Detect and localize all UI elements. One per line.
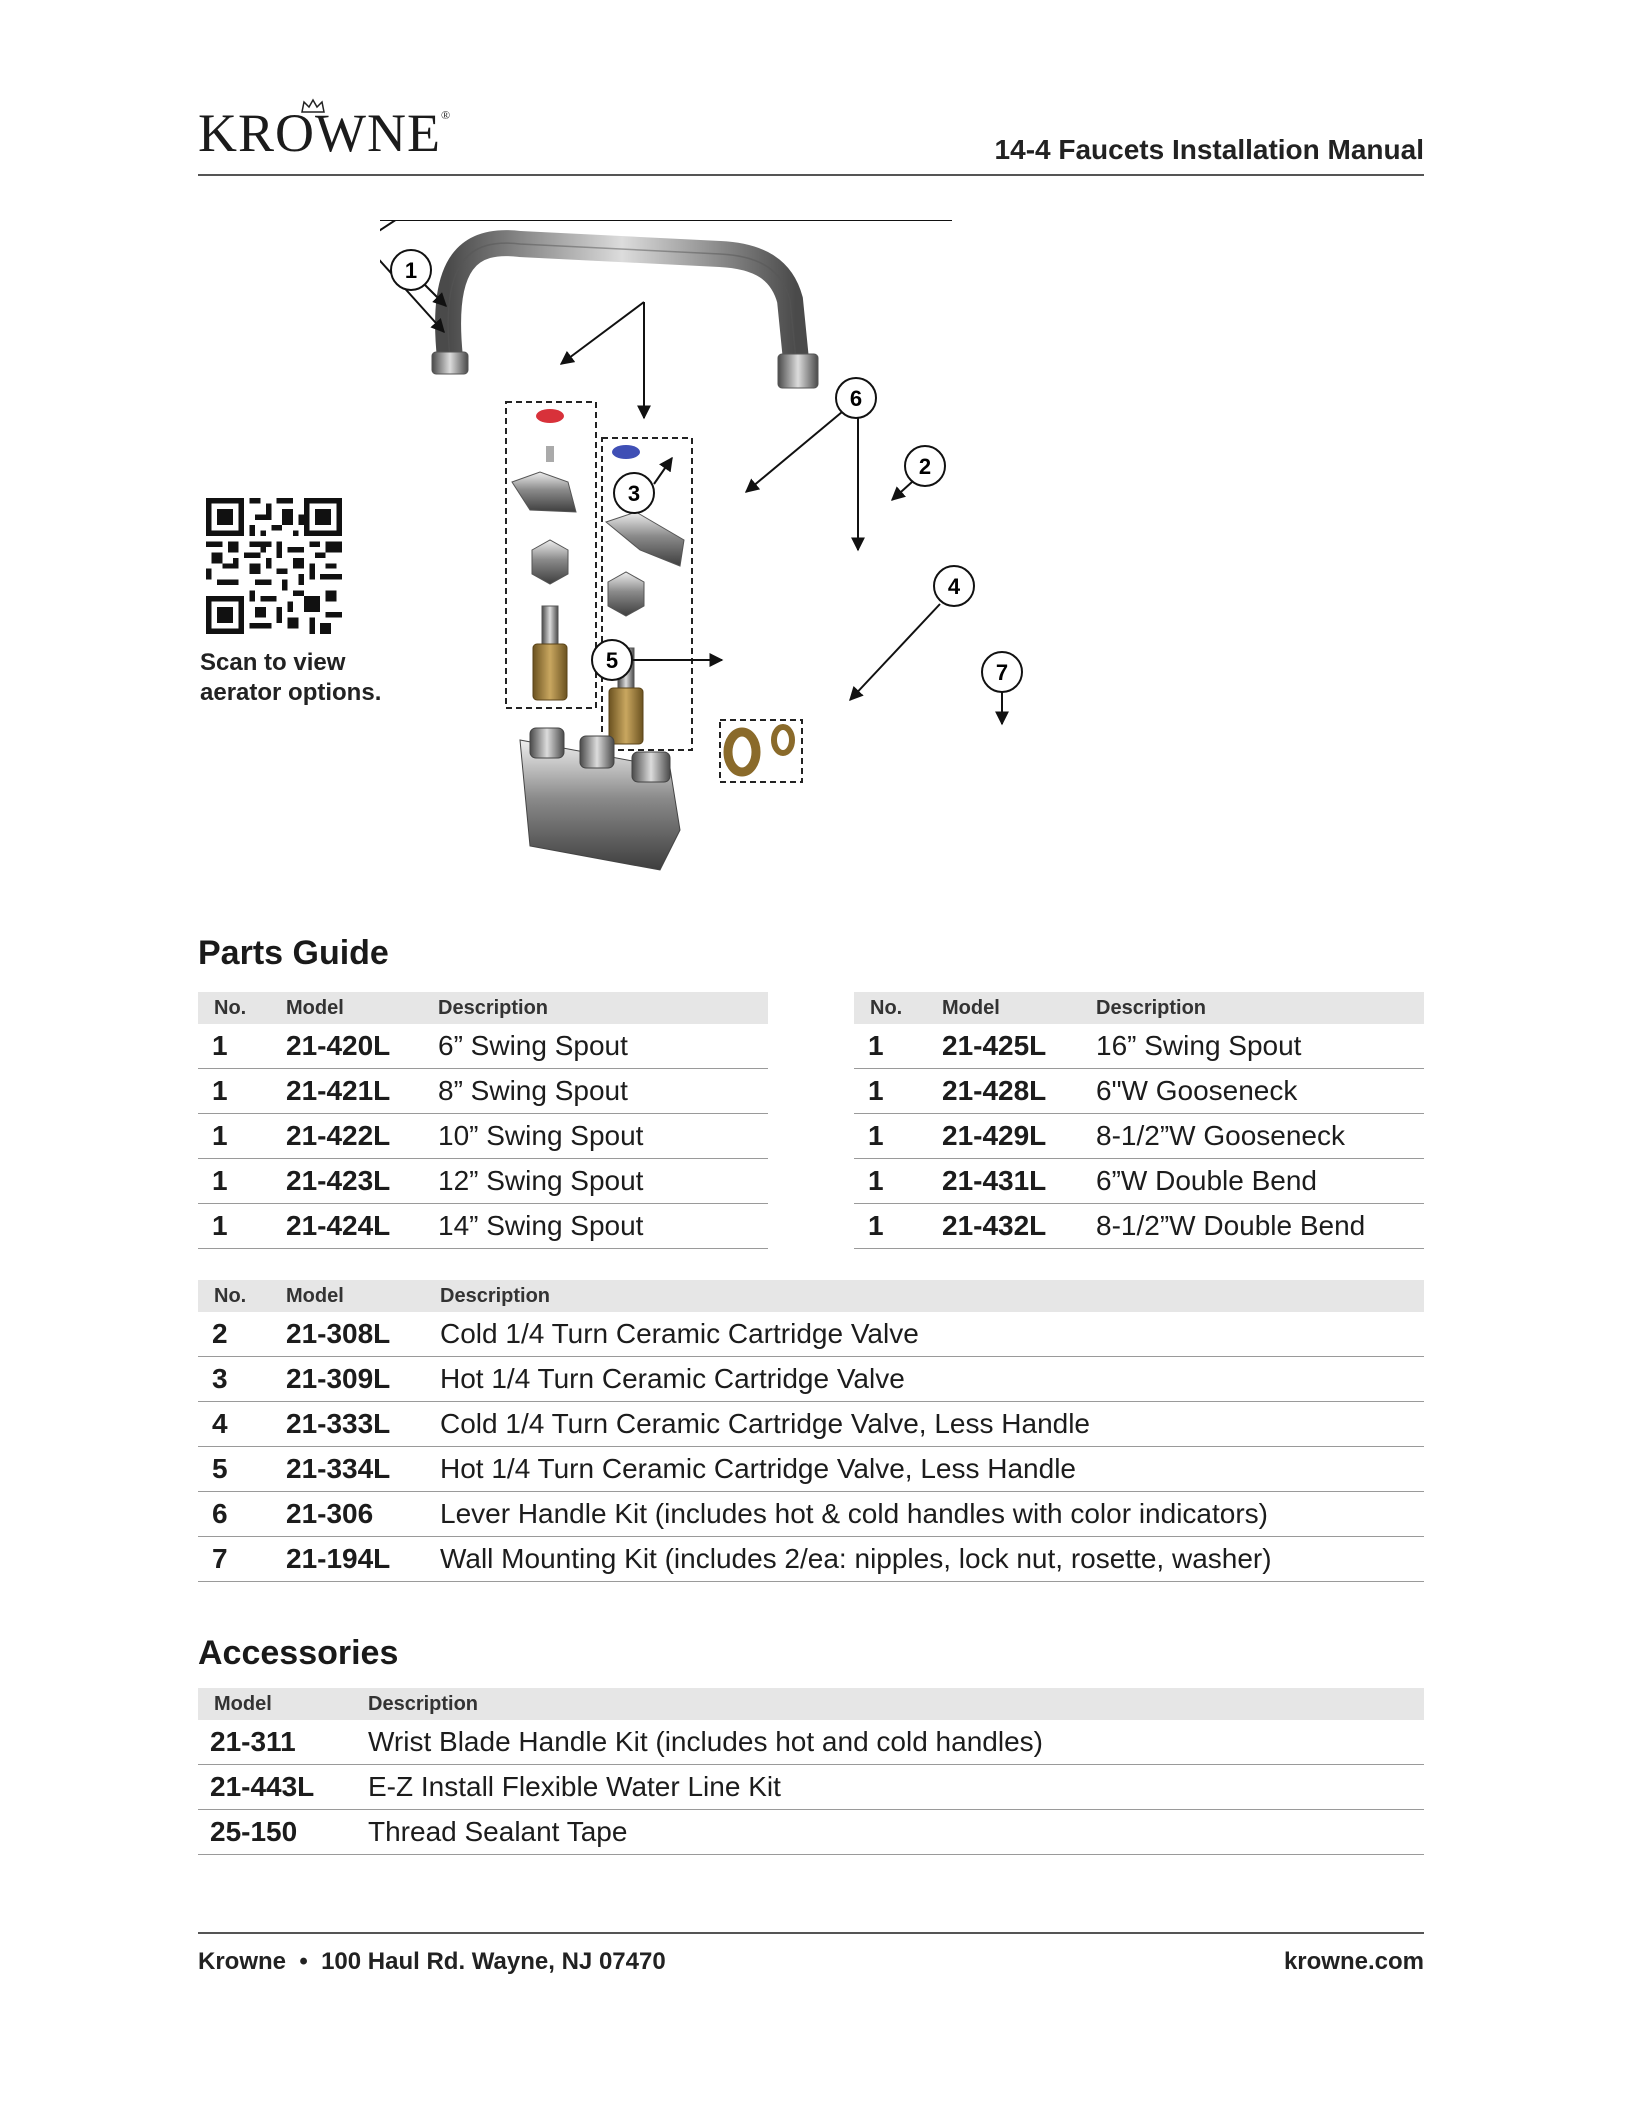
footer-divider [198, 1932, 1424, 1934]
table-header-row [854, 992, 1424, 1024]
cell-description: 6”W Double Bend [1096, 1159, 1424, 1204]
table-row [198, 1402, 1424, 1447]
qr-caption-line: aerator options. [200, 679, 382, 706]
cell-model: 21-311 [198, 1720, 368, 1765]
parts-table-full [198, 1280, 1424, 1582]
col-description-header: Description [368, 1688, 1424, 1720]
cell-no: 1 [198, 1204, 286, 1249]
cell-no: 1 [854, 1024, 942, 1069]
table-row [198, 1357, 1424, 1402]
table-row [854, 1069, 1424, 1114]
cell-description: Hot 1/4 Turn Ceramic Cartridge Valve, Less Handle [440, 1447, 1424, 1492]
cell-description: Cold 1/4 Turn Ceramic Cartridge Valve, Less Handle [440, 1402, 1424, 1447]
cell-model: 21-432L [942, 1204, 1096, 1249]
table-header-row [198, 992, 768, 1024]
col-model-header: Model [198, 1688, 368, 1720]
table-row [854, 1024, 1424, 1069]
cell-model: 25-150 [198, 1810, 368, 1855]
cell-description: 8-1/2”W Gooseneck [1096, 1114, 1424, 1159]
cell-model: 21-431L [942, 1159, 1096, 1204]
cell-model: 21-421L [286, 1069, 438, 1114]
cell-no: 1 [198, 1114, 286, 1159]
cell-model: 21-424L [286, 1204, 438, 1249]
cell-no: 4 [198, 1402, 286, 1447]
cell-model: 21-333L [286, 1402, 440, 1447]
table-row [198, 1720, 1424, 1765]
parts-table-left [198, 992, 768, 1249]
table-header-row [198, 1688, 1424, 1720]
table-row [854, 1204, 1424, 1249]
table-row [198, 1447, 1424, 1492]
qr-caption-line: Scan to view [200, 649, 346, 676]
cell-no: 1 [198, 1024, 286, 1069]
cell-no: 2 [198, 1312, 286, 1357]
col-description-header: Description [438, 992, 768, 1024]
callout-5 [592, 640, 632, 680]
svg-text:3: 3 [627, 481, 641, 506]
cell-description: E-Z Install Flexible Water Line Kit [368, 1765, 1424, 1810]
cell-description: Thread Sealant Tape [368, 1810, 1424, 1855]
cell-no: 5 [198, 1447, 286, 1492]
col-model-header: Model [942, 992, 1096, 1024]
svg-text:4: 4 [947, 574, 961, 599]
cell-description: Lever Handle Kit (includes hot & cold handles with color indicators) [440, 1492, 1424, 1537]
cell-no: 1 [854, 1069, 942, 1114]
svg-text:5: 5 [605, 648, 619, 673]
col-description-header: Description [440, 1280, 1424, 1312]
table-row [198, 1069, 768, 1114]
cell-model: 21-306 [286, 1492, 440, 1537]
col-description-header: Description [1096, 992, 1424, 1024]
cell-model: 21-425L [942, 1024, 1096, 1069]
cell-model: 21-422L [286, 1114, 438, 1159]
col-no-header: No. [198, 992, 286, 1024]
brand-logo: KROWNE® [198, 103, 452, 163]
cell-model: 21-334L [286, 1447, 440, 1492]
table-row [198, 1159, 768, 1204]
col-no-header: No. [854, 992, 942, 1024]
table-row [198, 1204, 768, 1249]
callout-3 [614, 473, 654, 513]
cell-description: Hot 1/4 Turn Ceramic Cartridge Valve [440, 1357, 1424, 1402]
cell-description: 16” Swing Spout [1096, 1024, 1424, 1069]
cell-description: 12” Swing Spout [438, 1159, 768, 1204]
table-row [854, 1159, 1424, 1204]
footer-address: Krowne • 100 Haul Rd. Wayne, NJ 07470 [198, 1948, 666, 1975]
table-row [198, 1312, 1424, 1357]
cell-no: 1 [854, 1159, 942, 1204]
cell-model: 21-308L [286, 1312, 440, 1357]
cell-model: 21-443L [198, 1765, 368, 1810]
col-model-header: Model [286, 1280, 440, 1312]
cell-no: 1 [198, 1069, 286, 1114]
table-row [854, 1114, 1424, 1159]
cell-description: Wrist Blade Handle Kit (includes hot and cold handles) [368, 1720, 1424, 1765]
table-row [198, 1114, 768, 1159]
cell-description: 6” Swing Spout [438, 1024, 768, 1069]
cell-no: 1 [198, 1159, 286, 1204]
cell-description: 6"W Gooseneck [1096, 1069, 1424, 1114]
cell-no: 7 [198, 1537, 286, 1582]
col-no-header: No. [198, 1280, 286, 1312]
table-row [198, 1765, 1424, 1810]
table-row [198, 1537, 1424, 1582]
callout-1 [391, 250, 431, 290]
svg-text:6: 6 [849, 386, 863, 411]
cell-no: 1 [854, 1114, 942, 1159]
svg-text:2: 2 [918, 454, 932, 479]
cell-description: 10” Swing Spout [438, 1114, 768, 1159]
parts-table-right [854, 992, 1424, 1249]
parts-guide-title: Parts Guide [198, 934, 389, 972]
cell-description: Cold 1/4 Turn Ceramic Cartridge Valve [440, 1312, 1424, 1357]
table-row [198, 1492, 1424, 1537]
callout-2 [905, 446, 945, 486]
cell-no: 6 [198, 1492, 286, 1537]
table-row [198, 1024, 768, 1069]
table-row [198, 1810, 1424, 1855]
cell-no: 1 [854, 1204, 942, 1249]
document-title: 14-4 Faucets Installation Manual [994, 134, 1424, 165]
accessories-table [198, 1688, 1424, 1855]
diagram-callouts [0, 0, 1632, 900]
cell-no: 3 [198, 1357, 286, 1402]
cell-description: 8” Swing Spout [438, 1069, 768, 1114]
callout-7 [982, 652, 1022, 692]
cell-model: 21-194L [286, 1537, 440, 1582]
cell-description: Wall Mounting Kit (includes 2/ea: nipples, lock nut, rosette, washer) [440, 1537, 1424, 1582]
cell-model: 21-428L [942, 1069, 1096, 1114]
col-model-header: Model [286, 992, 438, 1024]
cell-model: 21-429L [942, 1114, 1096, 1159]
footer-website-link[interactable]: krowne.com [1283, 1948, 1424, 1975]
cell-description: 8-1/2”W Double Bend [1096, 1204, 1424, 1249]
cell-model: 21-420L [286, 1024, 438, 1069]
cell-model: 21-309L [286, 1357, 440, 1402]
cell-description: 14” Swing Spout [438, 1204, 768, 1249]
callout-4 [934, 566, 974, 606]
svg-text:1: 1 [404, 258, 418, 283]
table-header-row [198, 1280, 1424, 1312]
callout-6 [836, 378, 876, 418]
svg-text:7: 7 [995, 660, 1009, 685]
accessories-title: Accessories [198, 1634, 399, 1672]
cell-model: 21-423L [286, 1159, 438, 1204]
